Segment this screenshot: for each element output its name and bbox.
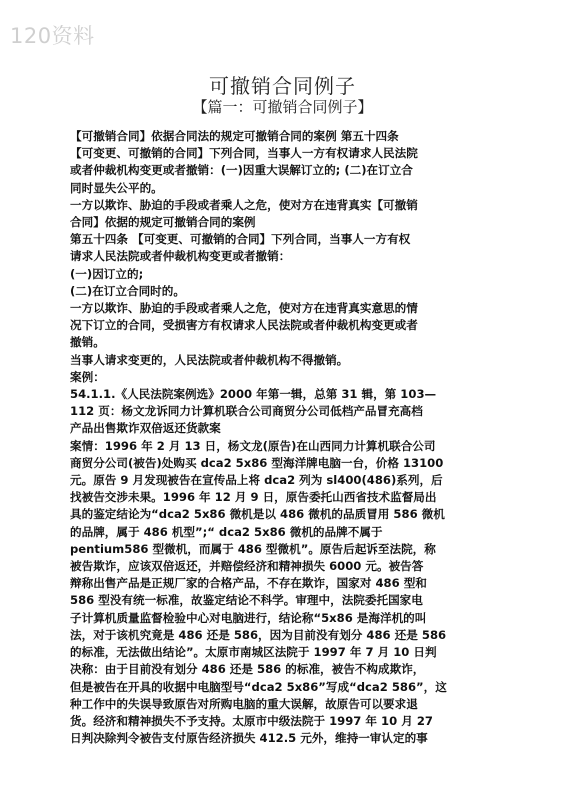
body-line: 或者仲裁机构变更或者撤销：(一)因重大误解订立的; (二)在订立合 (70, 163, 413, 178)
body-line: 元。原告 9 月发现被告在宣传品上将 dca2 列为 sl400(486)系列，后 (70, 473, 443, 488)
body-line: 的品牌，属于 486 机型”;“ dca2 5x86 微机的品牌不属于 (70, 524, 383, 539)
body-line: 案情：1996 年 2 月 13 日，杨文龙(原告)在山西同力计算机联合公司 (70, 438, 436, 453)
body-line: 的标准，无法做出结论”。太原市南城区法院于 1997 年 7 月 10 日判 (70, 645, 437, 660)
body-line: 具的鉴定结论为“dca2 5x86 微机是以 486 微机的品质冒用 586 微机 (70, 507, 445, 522)
body-line: 586 型没有统一标准，故鉴定结论不科学。审理中，法院委托国家电 (70, 593, 423, 608)
body-line: pentium586 型微机，而属于 486 型微机”。原告后起诉至法院，称 (70, 541, 436, 556)
body-line: 当事人请求变更的，人民法院或者仲裁机构不得撤销。 (70, 352, 349, 367)
body-line: 一方以欺诈、胁迫的手段或者乘人之危，使对方在违背真实意思的情 (70, 301, 418, 316)
body-line: 112 页：杨文龙诉同力计算机联合公司商贸分公司低档产品冒充高档 (70, 404, 423, 419)
page-title: 可撤销合同例子 (209, 74, 356, 98)
body-line: 合同】依据的规定可撤销合同的案例 (70, 215, 256, 230)
body-line: 法，对于该机究竟是 486 还是 586，因为目前没有划分 486 还是 586 (70, 627, 447, 642)
body-line: 日判决除判令被告支付原告经济损失 412.5 元外，维持一审认定的事 (70, 731, 428, 746)
body-line: 货。经济和精神损失不予支持。太原市中级法院于 1997 年 10 月 27 (70, 713, 433, 728)
body-line: 子计算机质量监督检验中心对电脑进行，结论称“5x86 是海洋机的叫 (70, 610, 427, 625)
body-line: 54.1.1.《人民法院案例选》2000 年第一辑，总第 31 辑，第 103— (70, 387, 437, 402)
body-line: 种工作中的失误导致原告对所购电脑的重大误解，故原告可以要求退 (70, 696, 418, 711)
body-line: (一)因订立的; (70, 266, 144, 281)
body-line: 【可撤销合同】依据合同法的规定可撤销合同的案例 第五十四条 (70, 129, 399, 143)
body-line: 撤销。 (70, 335, 105, 350)
body-line: 请求人民法院或者仲裁机构变更或者撤销： (70, 249, 291, 264)
watermark-logo: 120资料 (10, 24, 95, 48)
section-heading: 【篇一：可撤销合同例子】 (192, 98, 373, 116)
body-line: 商贸分公司(被告)处购买 dca2 5x86 型海洋牌电脑一台，价格 13100 (70, 455, 444, 470)
body-line: 但是被告在开具的收据中电脑型号“dca2 5x86”写成“dca2 586”，这 (70, 679, 447, 694)
body-line: 辩称出售产品是正规厂家的合格产品，不存在欺诈，国家对 486 型和 (70, 576, 427, 591)
body-line: 被告欺诈，应该双倍返还，并赔偿经济和精神损失 6000 元。被告答 (70, 559, 424, 574)
body-line: 决称：由于目前没有划分 486 还是 586 的标准，被告不构成欺诈， (70, 662, 425, 677)
body-line: (二)在订立合同时的。 (70, 283, 185, 298)
body-line: 况下订立的合同，受损害方有权请求人民法院或者仲裁机构变更或者 (70, 318, 418, 333)
body-line: 案例： (70, 369, 105, 384)
body-line: 找被告交涉未果。1996 年 12 月 9 日，原告委托山西省技术监督局出 (70, 490, 437, 505)
body-line: 【可变更、可撤销的合同】下列合同，当事人一方有权请求人民法院 (70, 146, 418, 161)
body-line: 产品出售欺诈双倍返还货款案 (70, 421, 221, 436)
document-body (70, 128, 502, 747)
body-line: 一方以欺诈、胁迫的手段或者乘人之危，使对方在违背真实【可撤销 (70, 197, 418, 212)
body-line: 第五十四条 【可变更、可撤销的合同】下列合同，当事人一方有权 (70, 232, 411, 247)
body-line: 同时显失公平的。 (70, 180, 163, 195)
